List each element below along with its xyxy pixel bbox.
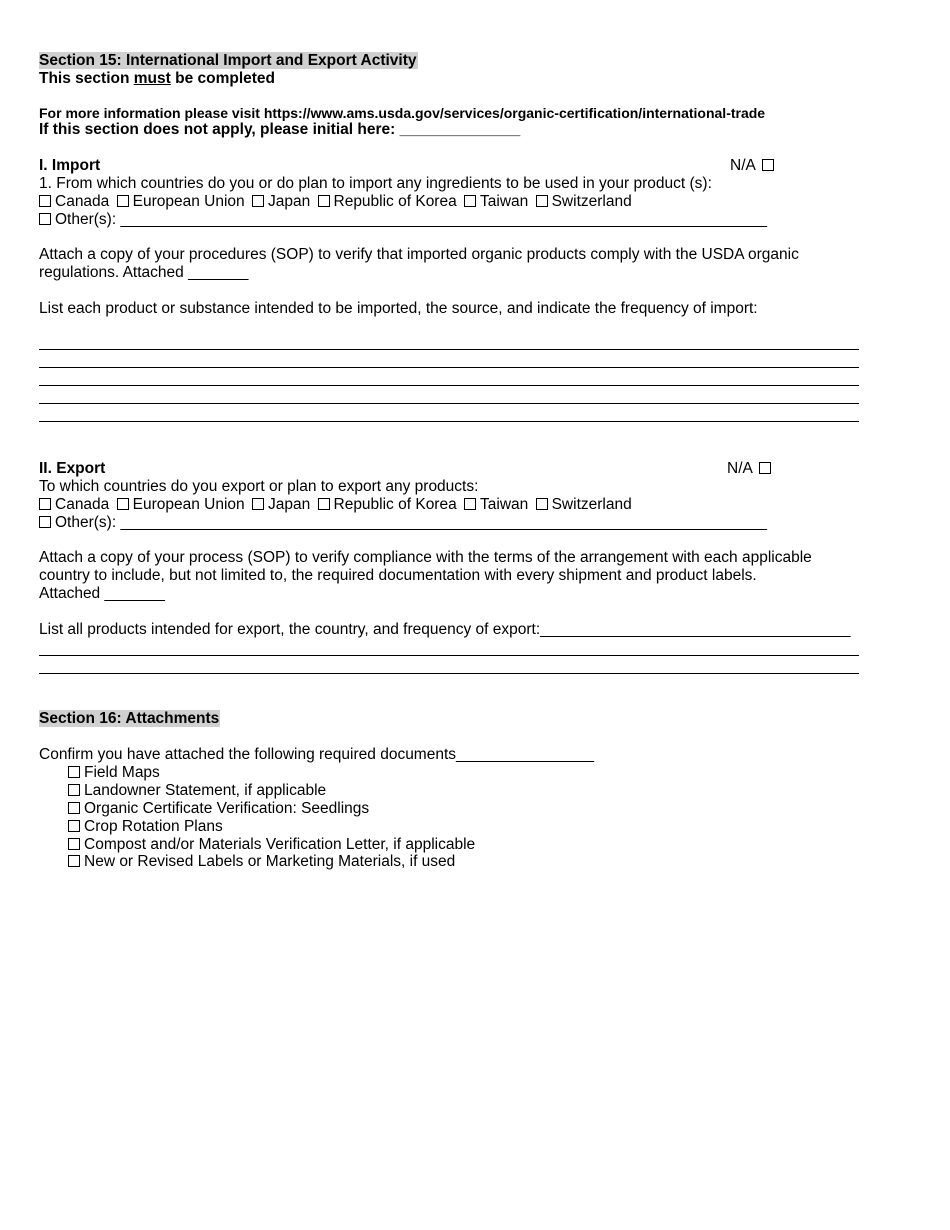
import-answer-line-4[interactable] (39, 403, 859, 404)
export-heading: II. Export (39, 460, 106, 477)
export-others-field[interactable]: Other(s): ___________________________________________________________________________ (55, 514, 767, 531)
import-country-korea[interactable]: Republic of Korea (318, 193, 457, 210)
import-country-options (39, 193, 635, 211)
import-answer-line-1[interactable] (39, 349, 859, 350)
export-country-switzerland[interactable]: Switzerland (536, 496, 632, 513)
export-others[interactable] (39, 514, 767, 532)
export-country-taiwan[interactable]: Taiwan (464, 496, 528, 513)
import-country-eu[interactable]: European Union (117, 193, 245, 210)
attachments-confirm[interactable]: Confirm you have attached the following required documents________________ (39, 746, 594, 763)
export-question: To which countries do you export or plan to export any products: (39, 478, 479, 495)
import-question: 1. From which countries do you or do plan to import any ingredients to be used in your product (s): (39, 175, 712, 192)
export-na-label: N/A (727, 460, 753, 477)
import-country-taiwan[interactable]: Taiwan (464, 193, 528, 210)
import-others[interactable] (39, 211, 767, 229)
section-16-title: Section 16: Attachments (39, 710, 220, 727)
export-country-japan[interactable]: Japan (252, 496, 310, 513)
attachment-item-crop-rotation[interactable]: Crop Rotation Plans (68, 818, 223, 836)
export-country-canada[interactable]: Canada (39, 496, 109, 513)
import-others-checkbox[interactable] (39, 213, 51, 225)
attachment-item-labels[interactable]: New or Revised Labels or Marketing Materials, if used (68, 853, 455, 871)
import-answer-line-3[interactable] (39, 385, 859, 386)
attachment-item-compost[interactable]: Compost and/or Materials Verification Letter, if applicable (68, 836, 475, 854)
export-na[interactable] (727, 460, 771, 478)
attachment-item-field-maps[interactable]: Field Maps (68, 764, 160, 782)
section-15-title: Section 15: International Import and Export Activity (39, 52, 417, 69)
import-answer-line-2[interactable] (39, 367, 859, 368)
info-link-text[interactable]: For more information please visit https://www.ams.usda.gov/services/organic-certification/international-trade (39, 105, 766, 121)
import-country-switzerland[interactable]: Switzerland (536, 193, 632, 210)
import-list-prompt: List each product or substance intended to be imported, the source, and indicate the frequency of import: (39, 300, 758, 317)
section-15-must-note: This section must be completed (39, 70, 276, 87)
import-country-canada[interactable]: Canada (39, 193, 109, 210)
import-answer-line-5[interactable] (39, 421, 859, 422)
attachment-item-landowner[interactable]: Landowner Statement, if applicable (68, 782, 326, 800)
export-na-checkbox[interactable] (759, 462, 771, 474)
import-others-field[interactable]: Other(s): ___________________________________________________________________________ (55, 211, 767, 228)
export-others-checkbox[interactable] (39, 516, 51, 528)
attachment-item-seedlings[interactable]: Organic Certificate Verification: Seedlings (68, 800, 369, 818)
import-heading: I. Import (39, 157, 101, 174)
export-country-korea[interactable]: Republic of Korea (318, 496, 457, 513)
import-na[interactable] (730, 157, 774, 175)
export-list-prompt[interactable]: List all products intended for export, the country, and frequency of export:____________________________________ (39, 621, 851, 638)
import-na-label: N/A (730, 157, 756, 174)
export-sop-text: Attach a copy of your process (SOP) to verify compliance with the terms of the arrangement with each applicable country to include, but not limited to, the required documentation with every shipment and product labels. (39, 549, 812, 584)
export-answer-line-2[interactable] (39, 673, 859, 674)
import-sop-text: Attach a copy of your procedures (SOP) to verify that imported organic products comply with the USDA organic regulations. Attached _______ (39, 246, 799, 281)
import-country-japan[interactable]: Japan (252, 193, 310, 210)
export-country-options (39, 496, 635, 514)
export-answer-line-1[interactable] (39, 655, 859, 656)
import-na-checkbox[interactable] (762, 159, 774, 171)
initial-here-field[interactable]: If this section does not apply, please initial here: ______________ (39, 121, 521, 138)
export-country-eu[interactable]: European Union (117, 496, 245, 513)
export-attached-field[interactable]: Attached _______ (39, 585, 165, 602)
